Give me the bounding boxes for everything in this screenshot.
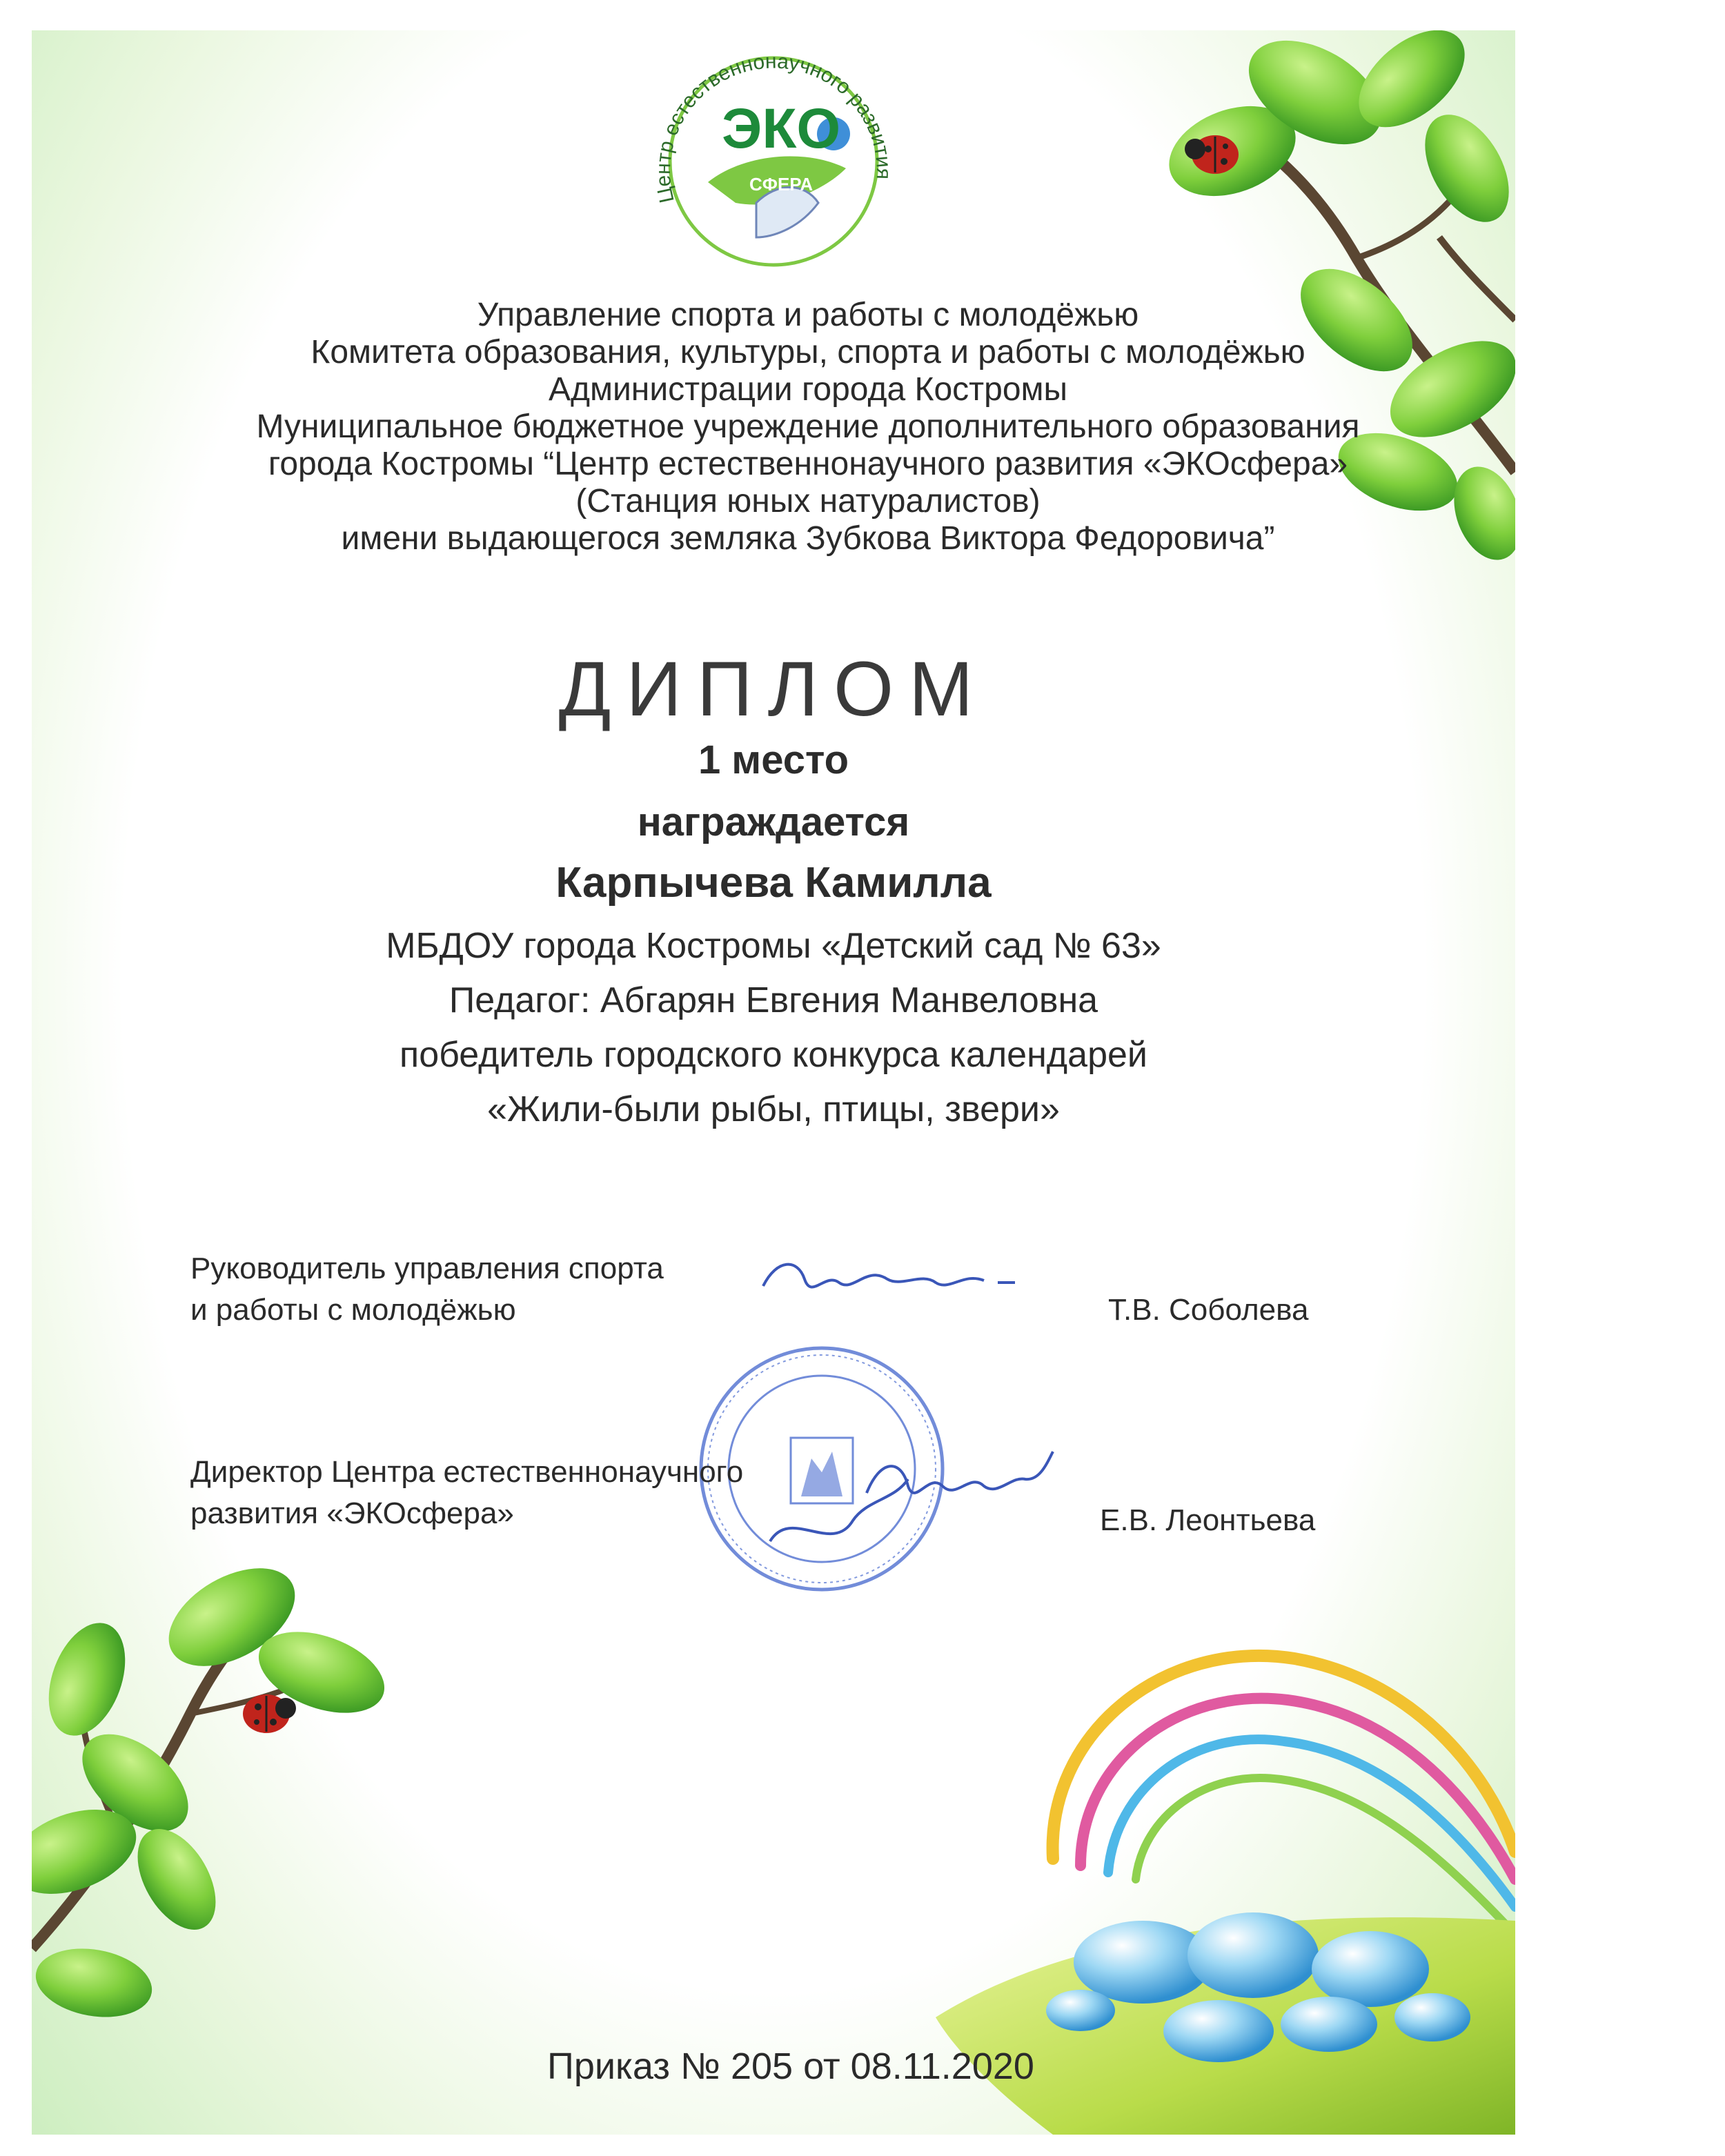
- info-line: «Жили-были рыбы, птицы, звери»: [487, 1089, 1060, 1129]
- header-line: Администрации города Костромы: [548, 371, 1068, 408]
- header-line: Управление спорта и работы с молодёжью: [477, 297, 1139, 333]
- awarded-label: награждается: [637, 800, 910, 844]
- signer-title-line: Руководитель управления спорта: [190, 1252, 664, 1285]
- header-line: (Станция юных натуралистов): [575, 483, 1041, 520]
- logo-ring-text: Центр естественнонаучного развития: [651, 50, 896, 206]
- signer-title-2: [190, 1452, 743, 1534]
- ladybug-bottom: [243, 1694, 296, 1733]
- diploma-page: [32, 30, 1515, 2135]
- info-line: МБДОУ города Костромы «Детский сад № 63»: [386, 926, 1161, 966]
- header-line: города Костромы “Центр естественнонаучного развития «ЭКОсфера»: [268, 446, 1348, 482]
- recipient-name: Карпычева Камилла: [555, 859, 992, 907]
- signer-title-line: развития «ЭКОсфера»: [190, 1496, 514, 1530]
- signature-2: [853, 1438, 1060, 1527]
- logo-sfera-text: СФЕРА: [749, 174, 814, 195]
- diploma-title: ДИПЛОМ: [558, 646, 989, 732]
- place-label: 1 место: [698, 738, 849, 782]
- header-line: имени выдающегося земляка Зубкова Виктора Федоровича”: [341, 520, 1275, 557]
- eko-sfera-logo: [639, 30, 908, 293]
- signer-title-line: и работы с молодёжью: [190, 1293, 516, 1327]
- signer-title-line: Директор Центра естественнонаучного: [190, 1455, 744, 1489]
- bottom-left-branch: [32, 1548, 395, 2026]
- order-reference: Приказ № 205 от 08.11.2020: [547, 2046, 1034, 2087]
- header-line: Муниципальное бюджетное учреждение дополнительного образования: [256, 408, 1360, 445]
- info-line: Педагог: Абгарян Евгения Манвеловна: [448, 980, 1098, 1020]
- recipient-info: [273, 919, 1274, 1137]
- signer-name-2: Е.В. Леонтьева: [1100, 1503, 1316, 1537]
- signer-name-1: Т.В. Соболева: [1108, 1293, 1309, 1327]
- logo-eko-text: ЭКО: [722, 97, 841, 160]
- signer-title-1: [190, 1248, 664, 1331]
- header-block: [204, 297, 1412, 557]
- signature-1: [756, 1245, 1032, 1314]
- water-drops: [936, 1912, 1515, 2135]
- header-line: Комитета образования, культуры, спорта и работы с молодёжью: [310, 334, 1305, 370]
- info-line: победитель городского конкурса календарей: [400, 1035, 1147, 1075]
- rainbow-swirl: [1053, 1656, 1515, 1935]
